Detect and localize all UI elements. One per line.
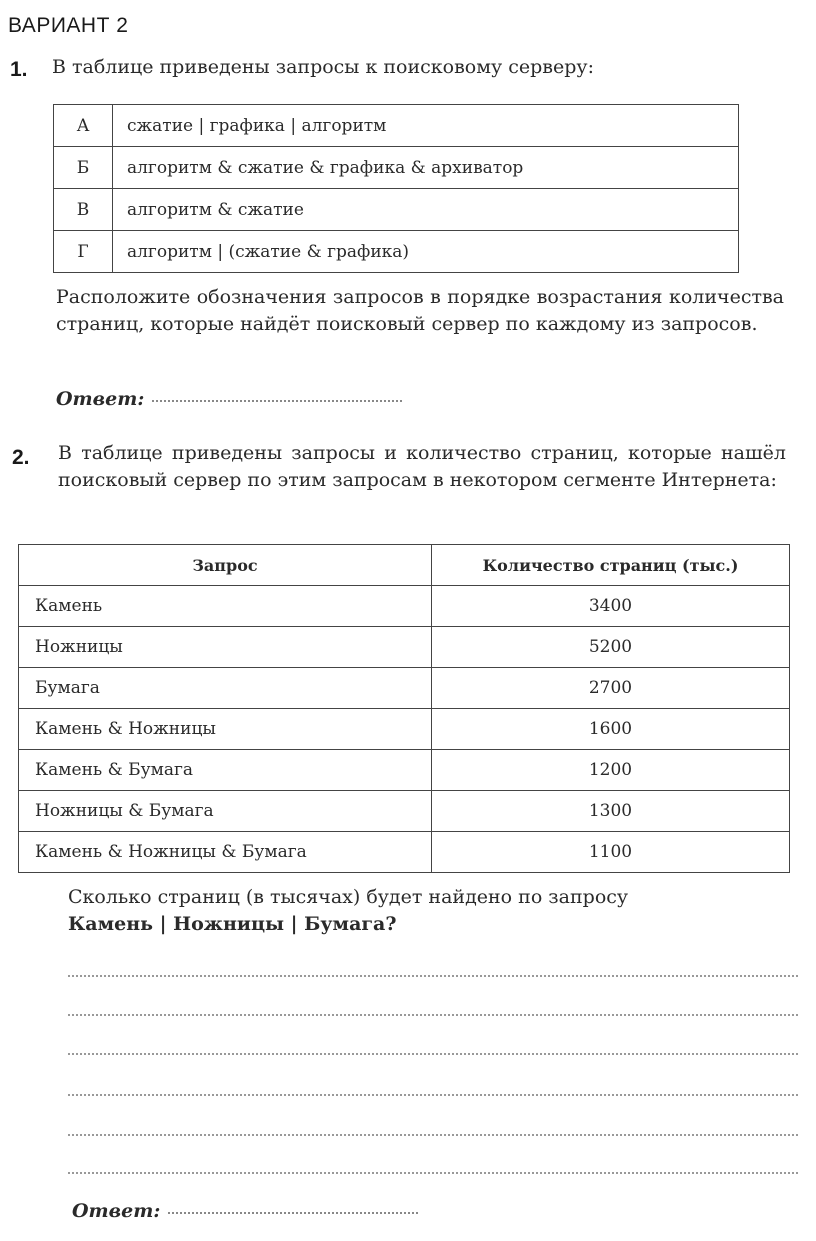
- query-cell: Камень: [19, 586, 432, 627]
- working-line: [68, 1134, 798, 1136]
- task2-table: [18, 544, 790, 873]
- answer-label: Ответ:: [56, 388, 145, 410]
- count-cell: 2700: [432, 668, 790, 709]
- table-row: [19, 832, 790, 873]
- table-row: [54, 189, 739, 231]
- table-row: [19, 627, 790, 668]
- task1-table: [53, 104, 739, 273]
- count-cell: 1100: [432, 832, 790, 873]
- count-cell: 1300: [432, 791, 790, 832]
- working-line: [68, 1053, 798, 1055]
- variant-title: ВАРИАНТ 2: [8, 14, 129, 37]
- table-header-row: [19, 545, 790, 586]
- query-text: алгоритм | (сжатие & графика): [113, 231, 739, 273]
- count-cell: 3400: [432, 586, 790, 627]
- count-cell: 1600: [432, 709, 790, 750]
- table-row: [19, 709, 790, 750]
- table-row: [54, 147, 739, 189]
- task2-question-text: Сколько страниц (в тысячах) будет найдено по запросу: [68, 886, 629, 908]
- query-cell: Бумага: [19, 668, 432, 709]
- working-line: [68, 1172, 798, 1174]
- answer-field[interactable]: [152, 399, 402, 402]
- column-header-count: Количество страниц (тыс.): [432, 545, 790, 586]
- working-line: [68, 975, 798, 977]
- task2-number: 2.: [12, 446, 30, 469]
- answer-field[interactable]: [168, 1211, 418, 1214]
- task2-answer: [72, 1200, 418, 1222]
- query-cell: Камень & Ножницы: [19, 709, 432, 750]
- task1-number: 1.: [10, 58, 28, 81]
- query-text: алгоритм & сжатие & графика & архиватор: [113, 147, 739, 189]
- task2-question: [68, 884, 796, 938]
- task1-intro: В таблице приведены запросы к поисковому серверу:: [52, 56, 594, 78]
- column-header-query: Запрос: [19, 545, 432, 586]
- table-row: [19, 750, 790, 791]
- query-cell: Камень & Бумага: [19, 750, 432, 791]
- task2-intro: В таблице приведены запросы и количество страниц, которые нашёл поисковый сервер по этим запросам в некотором сегменте Интернета:: [58, 442, 786, 491]
- table-row: [54, 231, 739, 273]
- count-cell: 1200: [432, 750, 790, 791]
- task2-question-query: Камень | Ножницы | Бумага?: [68, 913, 397, 935]
- query-code: В: [54, 189, 113, 231]
- working-line: [68, 1014, 798, 1016]
- query-text: алгоритм & сжатие: [113, 189, 739, 231]
- table-row: [19, 668, 790, 709]
- query-code: Б: [54, 147, 113, 189]
- task1-answer: [56, 388, 402, 410]
- query-code: А: [54, 105, 113, 147]
- table-row: [54, 105, 739, 147]
- query-cell: Камень & Ножницы & Бумага: [19, 832, 432, 873]
- table-row: [19, 586, 790, 627]
- count-cell: 5200: [432, 627, 790, 668]
- query-cell: Ножницы: [19, 627, 432, 668]
- query-code: Г: [54, 231, 113, 273]
- answer-label: Ответ:: [72, 1200, 161, 1222]
- query-cell: Ножницы & Бумага: [19, 791, 432, 832]
- query-text: сжатие | графика | алгоритм: [113, 105, 739, 147]
- table-row: [19, 791, 790, 832]
- working-line: [68, 1094, 798, 1096]
- task1-question: Расположите обозначения запросов в порядке возрастания количества страниц, которые найдёт поисковый сервер по каждому из запросов.: [56, 286, 784, 335]
